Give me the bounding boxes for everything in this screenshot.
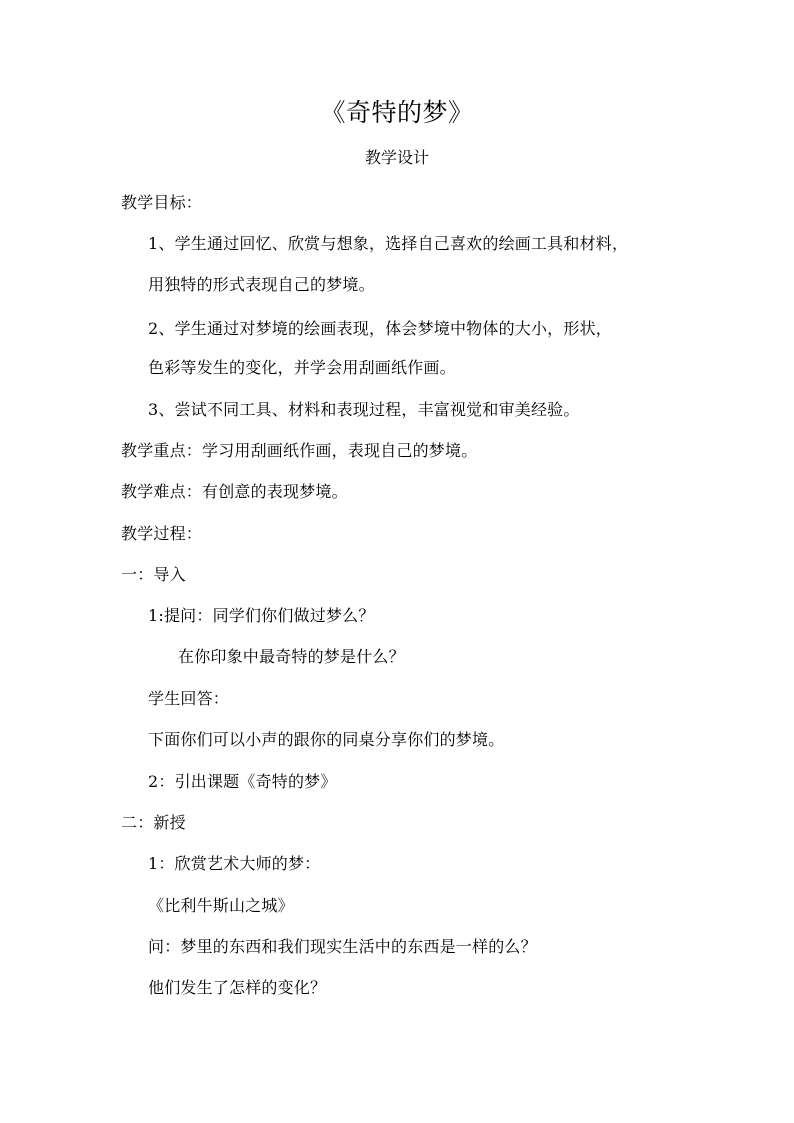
objective-2-line-2: 色彩等发生的变化，并学会用刮画纸作画。: [148, 358, 456, 377]
document-title: 《奇特的梦》: [320, 98, 474, 127]
objective-1-line-2: 用独特的形式表现自己的梦境。: [148, 275, 375, 294]
section-1-student-answer: 学生回答：: [148, 689, 230, 708]
section-2-question: 问：梦里的东西和我们现实生活中的东西是一样的么？: [148, 937, 537, 956]
section-1-question-1: 1:提问：同学们你们做过梦么？: [148, 606, 375, 625]
objective-2-line-1: 2、学生通过对梦境的绘画表现，体会梦境中物体的大小，形状，: [148, 319, 612, 338]
process-heading: 教学过程：: [121, 524, 203, 543]
section-2-question-2: 他们发生了怎样的变化？: [148, 978, 327, 997]
objectives-heading: 教学目标：: [121, 193, 203, 212]
key-point: 教学重点：学习用刮画纸作画，表现自己的梦境。: [121, 441, 478, 460]
section-2-item-1: 1：欣赏艺术大师的梦：: [148, 854, 321, 873]
objective-1-line-1: 1、学生通过回忆、欣赏与想象，选择自己喜欢的绘画工具和材料，: [148, 234, 629, 253]
section-1-question-2: 2：引出课题《奇特的梦》: [148, 772, 337, 791]
section-1-heading: 一：导入: [121, 565, 186, 584]
section-2-artwork: 《比利牛斯山之城》: [148, 896, 294, 915]
section-2-heading: 二：新授: [121, 813, 186, 832]
section-1-share: 下面你们可以小声的跟你的同桌分享你们的梦境。: [148, 730, 505, 749]
section-1-question-follow: 在你印象中最奇特的梦是什么？: [178, 647, 405, 666]
document-subtitle: 教学设计: [364, 148, 429, 167]
difficulty: 教学难点：有创意的表现梦境。: [121, 482, 348, 501]
objective-3: 3、尝试不同工具、材料和表现过程，丰富视觉和审美经验。: [148, 400, 580, 419]
